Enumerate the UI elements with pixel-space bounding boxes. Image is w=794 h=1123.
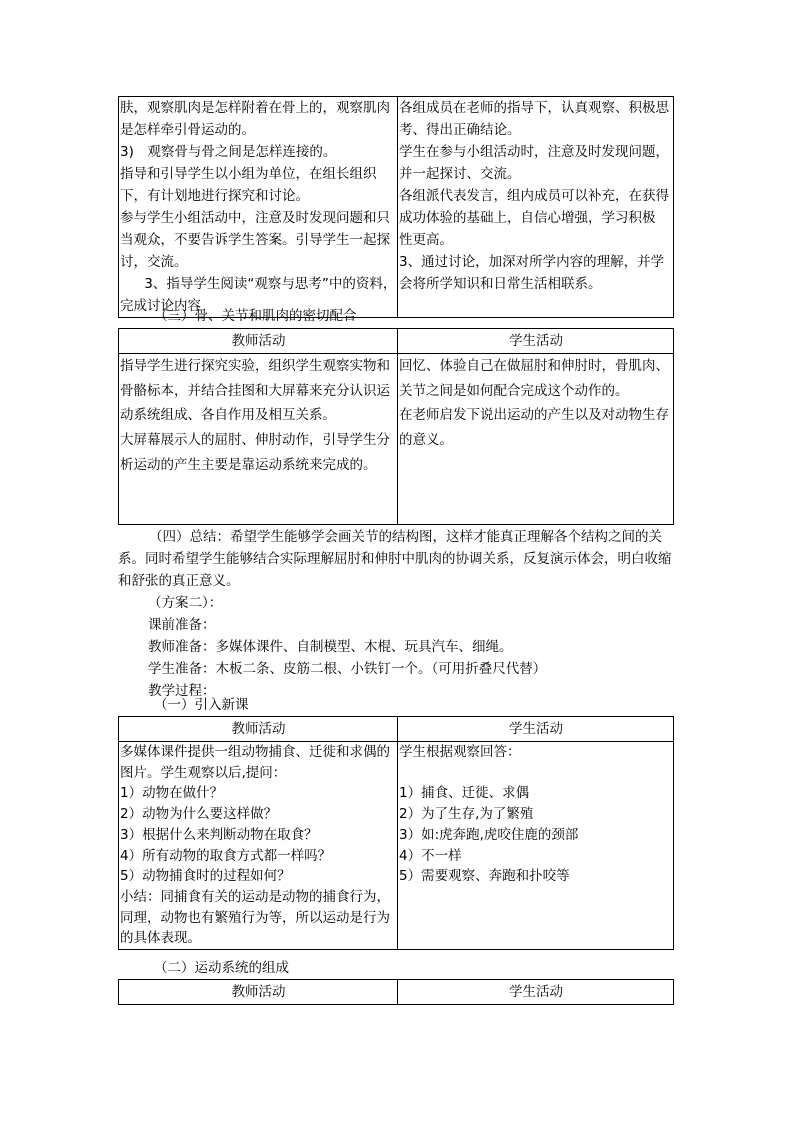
header-student-activity: 学生活动 [398, 329, 674, 354]
answer-item: 3）如:虎奔跑,虎咬住鹿的颈部 [399, 826, 579, 843]
student-activity-text: 各组派代表发言，组内成员可以补充，在获得成功体验的基础上，自信心增强，学习积极 性更高。 [399, 188, 669, 248]
student-activity-text: 学生在参与小组活动时，注意及时发现问题，并一起探讨、交流。 [399, 144, 669, 182]
teacher-activity-text: 指导和引导学生以小组为单位，在组长组织下，有计划地进行探究和讨论。 [120, 166, 377, 204]
answer-item: 4）不一样 [399, 847, 462, 864]
teacher-activity-text: 肤，观察肌肉是怎样附着在骨上的，观察肌肉是怎样牵引骨运动的。 [120, 100, 390, 138]
student-activity-cell [398, 354, 674, 525]
teacher-activity-text: 3、指导学生阅读“观察与思考”中的资料，完成讨论内容 [120, 276, 397, 314]
activity-table-intro [118, 716, 674, 950]
header-teacher-activity: 教师活动 [119, 980, 398, 1005]
question-item: 2）动物为什么要这样做？ [120, 806, 278, 823]
activity-table-continued [118, 96, 674, 318]
teacher-activity-text: 指导学生进行探究实验，组织学生观察实物和骨骼标本，并结合挂图和大屏幕来充分认识运动系统组成、各自作用及相互关系。 [120, 358, 390, 424]
prep-heading: 课前准备： [148, 617, 216, 633]
header-teacher-activity: 教师活动 [119, 329, 398, 354]
student-activity-text: 3、通过讨论，加深对所学内容的理解，并学会将所学知识和日常生活相联系。 [399, 254, 665, 292]
student-prep: 学生准备：木板二条、皮筋二根、小铁钉一个。（可用折叠尺代替） [148, 661, 547, 677]
question-item: 3）根据什么来判断动物在取食？ [120, 826, 318, 843]
header-teacher-activity: 教师活动 [119, 717, 398, 742]
activity-table-system [118, 979, 674, 1005]
teacher-activity-cell [119, 97, 398, 318]
spacer [399, 763, 673, 784]
teacher-summary-text: 小结：同捕食有关的运动是动物的捕食行为，同理，动物也有繁殖行为等，所以运动是行为的具体表现。 [120, 888, 390, 947]
teacher-activity-text: 参与学生小组活动中，注意及时发现问题和只当观众，不要告诉学生答案。引导学生一起探讨，交流。 [120, 210, 390, 270]
section-heading: （三）骨、关节和肌肉的密切配合 [154, 308, 357, 324]
header-student-activity: 学生活动 [398, 980, 674, 1005]
student-activity-text: 学生根据观察回答： [399, 744, 521, 760]
summary-paragraph: （四）总结：希望学生能够学会画关节的结构图，这样才能真正理解各个结构之间的关系。同时希望学生能够结合实际理解屈肘和伸肘中肌肉的协调关系，反复演示体会，明白收缩和舒张的真正意义。 [118, 529, 672, 589]
teacher-activity-cell [119, 354, 398, 525]
student-activity-text: 在老师启发下说出运动的产生以及对动物生存的意义。 [399, 407, 669, 449]
plan-title: （方案二）： [148, 595, 223, 611]
student-activity-text: 回忆、体验自己在做屈肘和伸肘时，骨肌肉、关节之间是如何配合完成这个动作的。 [399, 358, 669, 399]
question-item: 1）动物在做什？ [120, 785, 224, 802]
answer-item: 1）捕食、迁徙、求偶 [399, 785, 530, 802]
teacher-activity-text: 多媒体课件提供一组动物捕食、迁徙和求偶的图片。学生观察以后,提问： [120, 744, 390, 781]
answer-item: 2）为了生存,为了繁殖 [399, 806, 534, 823]
question-item: 4）所有动物的取食方式都一样吗？ [120, 847, 332, 864]
student-activity-text: 各组成员在老师的指导下，认真观察、积极思考、得出正确结论。 [399, 100, 669, 138]
section-heading: （二）运动系统的组成 [154, 960, 289, 976]
process-heading: 教学过程： [148, 683, 216, 699]
activity-table-coordination [118, 328, 674, 525]
header-student-activity: 学生活动 [398, 717, 674, 742]
question-item: 5）动物捕食时的过程如何？ [120, 868, 291, 885]
section-heading: （一）引入新课 [154, 697, 249, 713]
student-activity-cell [398, 742, 674, 950]
teacher-activity-text: 3) 观察骨与骨之间是怎样连接的。 [120, 144, 337, 160]
teacher-prep: 教师准备：多媒体课件、自制模型、木棍、玩具汽车、细绳。 [148, 639, 513, 655]
teacher-activity-cell [119, 742, 398, 950]
teacher-activity-text: 大屏幕展示人的屈肘、伸肘动作，引导学生分析运动的产生主要是靠运动系统来完成的。 [120, 432, 390, 473]
answer-item: 5）需要观察、奔跑和扑咬等 [399, 868, 570, 885]
student-activity-cell [398, 97, 674, 318]
